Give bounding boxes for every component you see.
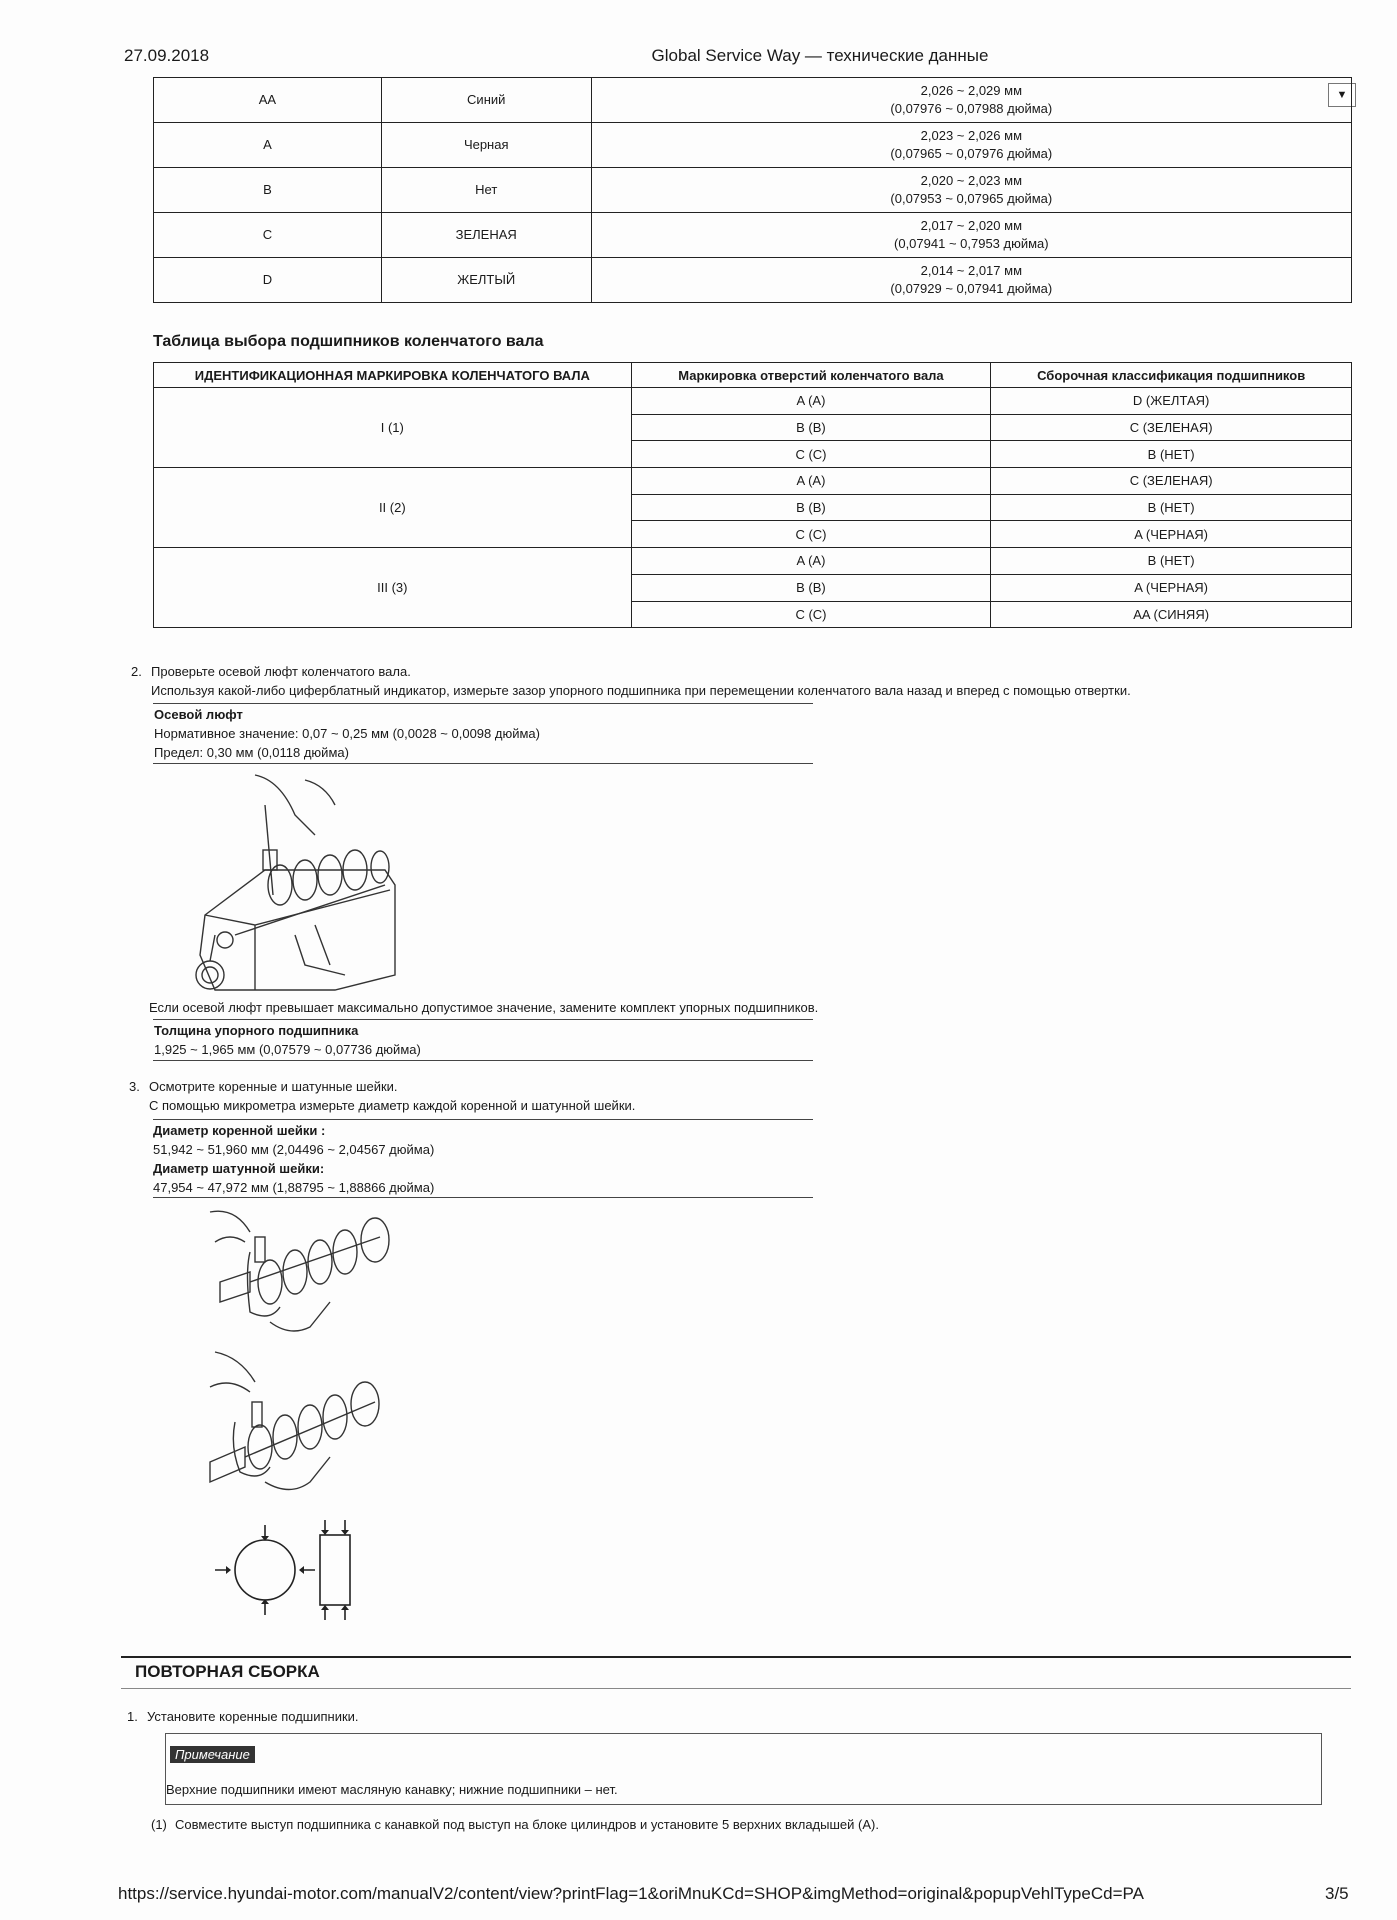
main-journal-title: Диаметр коренной шейки : [153,1123,326,1138]
divider [153,703,813,704]
table-row [154,168,1352,213]
size-mm: 2,014 ~ 2,017 мм [920,263,1023,278]
spec-title: Осевой люфт [154,707,243,722]
size-cell [591,78,1351,123]
note-box [165,1733,1322,1805]
table-row [154,548,1352,575]
substep-text: Совместите выступ подшипника с канавкой под выступ на блоке цилиндров и установите 5 верхних вкладышей (A). [175,1817,879,1832]
note-text: Верхние подшипники имеют масляную канавку; нижние подшипники – нет. [166,1782,618,1797]
size-mm: 2,020 ~ 2,023 мм [920,173,1023,188]
step-title: Проверьте осевой люфт коленчатого вала. [151,664,411,679]
thrust-title: Толщина упорного подшипника [154,1023,359,1038]
main-journal-value: 51,942 ~ 51,960 мм (2,04496 ~ 2,04567 дюйма) [153,1142,435,1157]
bore-mark-cell: A (A) [631,388,991,415]
main-journal-micrometer-illustration [210,1212,395,1342]
mark-cell: A [154,123,382,168]
pin-journal-title: Диаметр шатунной шейки: [153,1161,325,1176]
bearing-class-cell: D (ЖЕЛТАЯ) [991,388,1352,415]
thrust-value: 1,925 ~ 1,965 мм (0,07579 ~ 0,07736 дюйма) [154,1042,421,1057]
divider [153,763,813,764]
bore-mark-cell: C (C) [631,441,991,468]
size-mm: 2,017 ~ 2,020 мм [920,218,1023,233]
size-inch: (0,07929 ~ 0,07941 дюйма) [890,281,1053,296]
bearing-selection-table [153,362,1352,628]
mark-cell: AA [154,78,382,123]
step-description: Используя какой-либо циферблатный индикатор, измерьте зазор упорного подшипника при перемещении коленчатого вала назад и вперед с помощью отвертки. [151,683,1131,698]
table-row [154,123,1352,168]
bearing-class-cell: C (ЗЕЛЕНАЯ) [991,414,1352,441]
size-inch: (0,07941 ~ 0,7953 дюйма) [894,236,1049,251]
table-row [154,213,1352,258]
bearing-class-cell: B (НЕТ) [991,441,1352,468]
mark-cell: B [154,168,382,213]
crankshaft-id-cell: II (2) [154,468,632,548]
size-cell [591,168,1351,213]
section-divider [121,1688,1351,1689]
bore-mark-cell: C (C) [631,601,991,628]
pin-journal-value: 47,954 ~ 47,972 мм (1,88795 ~ 1,88866 дюйма) [153,1180,435,1195]
mark-cell: C [154,213,382,258]
step-title: Осмотрите коренные и шатунные шейки. [149,1079,398,1094]
page-title: Global Service Way — технические данные [651,46,989,65]
bearing-class-cell: C (ЗЕЛЕНАЯ) [991,468,1352,495]
crankshaft-id-cell: I (1) [154,388,632,468]
size-mm: 2,026 ~ 2,029 мм [920,83,1023,98]
color-cell: Синий [381,78,591,123]
divider [153,1019,813,1020]
color-cell: Черная [381,123,591,168]
size-mm: 2,023 ~ 2,026 мм [920,128,1023,143]
print-date: 27.09.2018 [124,46,210,65]
divider [153,1119,813,1120]
table-caption: Таблица выбора подшипников коленчатого вала [153,333,544,350]
size-inch: (0,07976 ~ 0,07988 дюйма) [890,101,1053,116]
section-title: ПОВТОРНАЯ СБОРКА [135,1662,320,1681]
table-row [154,258,1352,303]
bore-mark-cell: C (C) [631,521,991,548]
size-inch: (0,07965 ~ 0,07976 дюйма) [890,146,1053,161]
spec-limit: Предел: 0,30 мм (0,0118 дюйма) [154,745,349,760]
step-number: 1. [127,1709,138,1724]
bore-mark-cell: A (A) [631,468,991,495]
color-cell: Нет [381,168,591,213]
bore-mark-cell: B (B) [631,574,991,601]
measurement-direction-diagram [215,1520,360,1615]
bore-mark-cell: B (B) [631,414,991,441]
step-number: 3. [129,1079,140,1094]
page-url: https://service.hyundai-motor.com/manualV2/content/view?printFlag=1&oriMnuKCd=SHOP&imgMethod=original&popupVehlTypeCd=PA [118,1884,1144,1903]
table-row [154,468,1352,495]
table-row [154,388,1352,415]
bore-mark-cell: B (B) [631,494,991,521]
size-cell [591,258,1351,303]
color-cell: ЗЕЛЕНАЯ [381,213,591,258]
column-header: Маркировка отверстий коленчатого вала [631,363,991,388]
substep-number: (1) [151,1817,167,1832]
size-cell [591,123,1351,168]
crankshaft-id-cell: III (3) [154,548,632,628]
mark-cell: D [154,258,382,303]
size-inch: (0,07953 ~ 0,07965 дюйма) [890,191,1053,206]
table-row [154,78,1352,123]
size-cell [591,213,1351,258]
step-description: С помощью микрометра измерьте диаметр каждой коренной и шатунной шейки. [149,1098,636,1113]
crankshaft-endplay-illustration [195,775,400,995]
note-label: Примечание [170,1746,255,1763]
color-cell: ЖЕЛТЫЙ [381,258,591,303]
divider [153,1197,813,1198]
journal-size-table [153,77,1352,303]
bearing-class-cell: A (ЧЕРНАЯ) [991,574,1352,601]
step-title: Установите коренные подшипники. [147,1709,359,1724]
bore-mark-cell: A (A) [631,548,991,575]
divider [153,1060,813,1061]
bearing-class-cell: B (НЕТ) [991,494,1352,521]
step-number: 2. [131,664,142,679]
chevron-down-icon[interactable]: ▼ [1328,83,1356,107]
pin-journal-micrometer-illustration [210,1352,390,1497]
page-number: 3/5 [1325,1884,1349,1903]
step-note: Если осевой люфт превышает максимально допустимое значение, замените комплект упорных подшипников. [149,1000,819,1015]
bearing-class-cell: AA (СИНЯЯ) [991,601,1352,628]
bearing-class-cell: A (ЧЕРНАЯ) [991,521,1352,548]
column-header: ИДЕНТИФИКАЦИОННАЯ МАРКИРОВКА КОЛЕНЧАТОГО ВАЛА [154,363,632,388]
column-header: Сборочная классификация подшипников [991,363,1352,388]
section-divider [121,1656,1351,1658]
bearing-class-cell: B (НЕТ) [991,548,1352,575]
spec-nominal: Нормативное значение: 0,07 ~ 0,25 мм (0,0028 ~ 0,0098 дюйма) [154,726,540,741]
